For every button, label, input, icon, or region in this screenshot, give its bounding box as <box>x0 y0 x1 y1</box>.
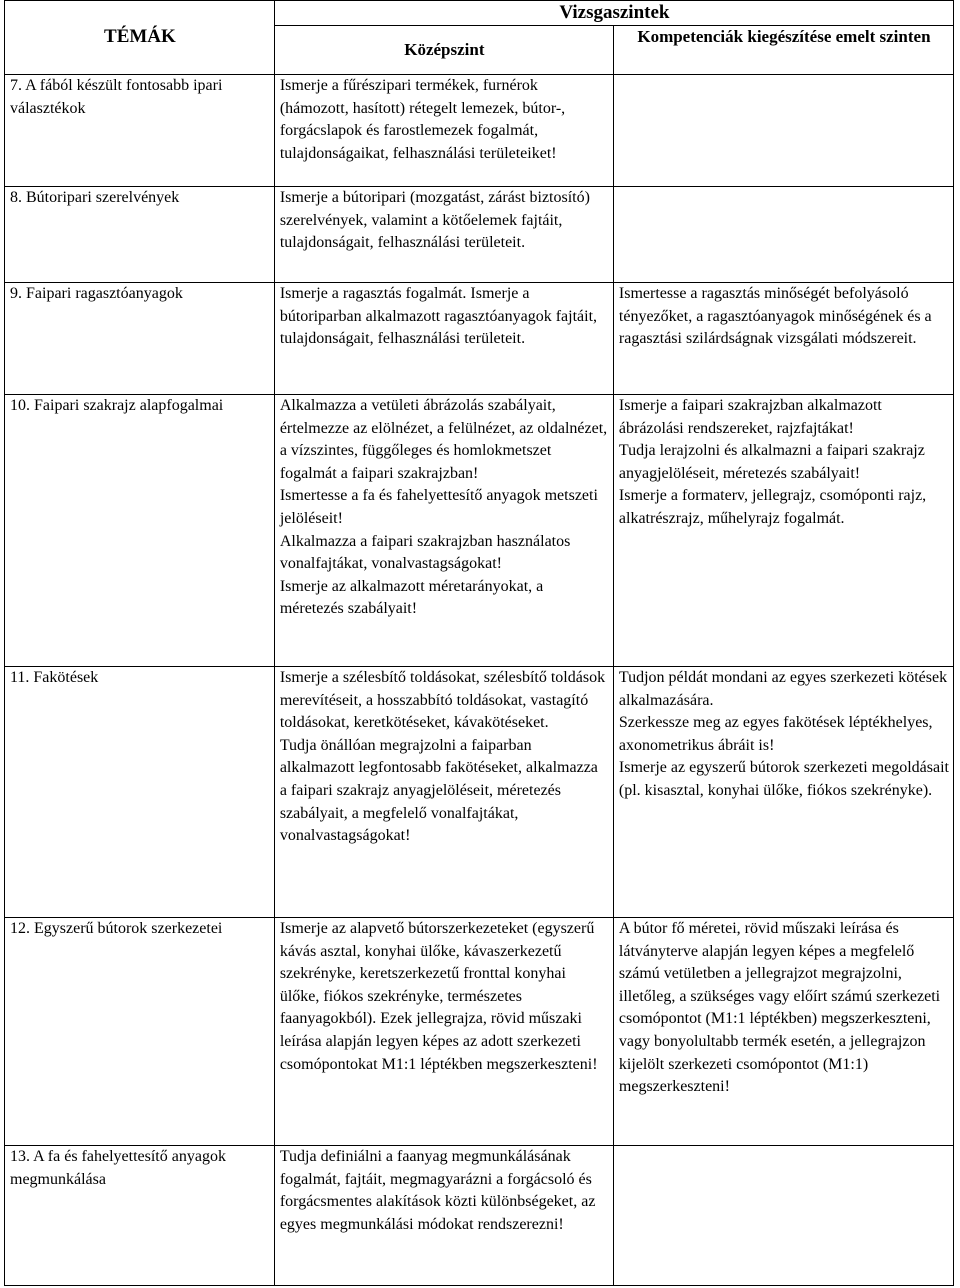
middle-level-cell: Tudja definiálni a faanyag megmunkálásának fogalmát, fajtáit, megmagyarázni a forgácsoló és forgácsmentes alakítások közti különbségeket, az egyes megmunkálási módokat rendszerezni! <box>274 1146 613 1286</box>
advanced-level-cell: Ismerje a faipari szakrajzban alkalmazott ábrázolási rendszereket, rajzfajtákat! Tudja lerajzolni és alkalmazni a faipari szakrajz anyagjelöléseit, méretezés szabályait! Ismerje a formaterv, jellegrajz, csomóponti rajz, alkatrészrajz, műhelyrajz fogalmát. <box>613 395 953 667</box>
table-row <box>5 283 954 395</box>
topic-cell: 7. A fából készült fontosabb ipari választékok <box>5 75 275 187</box>
exam-levels-header: Vizsgaszintek <box>274 1 953 26</box>
middle-level-cell: Ismerje a ragasztás fogalmát. Ismerje a bútoriparban alkalmazott ragasztóanyagok fajtáit, tulajdonságait, felhasználási területeit. <box>274 283 613 395</box>
advanced-level-header: Kompetenciák kiegészítése emelt szinten <box>613 26 953 75</box>
table-row <box>5 187 954 283</box>
table-row <box>5 75 954 187</box>
middle-level-cell: Alkalmazza a vetületi ábrázolás szabályait, értelmezze az elölnézet, a felülnézet, az oldalnézet, a vízszintes, függőleges és homlokmetszet fogalmát a faipari szakrajzban! Ismertesse a fa és fahelyettesítő anyagok metszeti jelöléseit! Alkalmazza a faipari szakrajzban használatos vonalfajtákat, vonalvastagságokat! Ismerje az alkalmazott méretarányokat, a méretezés szabályait! <box>274 395 613 667</box>
table-row <box>5 918 954 1146</box>
header-row-1 <box>5 1 954 26</box>
advanced-level-cell <box>613 1146 953 1286</box>
topics-header: TÉMÁK <box>5 1 275 75</box>
topic-cell: 11. Fakötések <box>5 667 275 918</box>
middle-level-cell: Ismerje a bútoripari (mozgatást, zárást biztosító) szerelvények, valamint a kötőelemek fajtáit, tulajdonságait, felhasználási területeit. <box>274 187 613 283</box>
advanced-level-cell: Tudjon példát mondani az egyes szerkezeti kötések alkalmazására. Szerkessze meg az egyes fakötések léptékhelyes, axonometrikus ábráit is! Ismerje az egyszerű bútorok szerkezeti megoldásait (pl. kisasztal, konyhai ülőke, fiókos szekrényke). <box>613 667 953 918</box>
middle-level-header: Középszint <box>274 26 613 75</box>
advanced-level-cell <box>613 187 953 283</box>
middle-level-cell: Ismerje a szélesbítő toldásokat, szélesbítő toldások merevítéseit, a hosszabbító toldásokat, vastagító toldásokat, keretkötéseket, kávakötéseket. Tudja önállóan megrajzolni a faiparban alkalmazott legfontosabb fakötéseket, alkalmazza a faipari szakrajz anyagjelöléseit, méretezés szabályait, a megfelelő vonalfajtákat, vonalvastagságokat! <box>274 667 613 918</box>
advanced-level-cell: Ismertesse a ragasztás minőségét befolyásoló tényezőket, a ragasztóanyagok minőségének és a ragasztási szilárdságnak vizsgálati módszereit. <box>613 283 953 395</box>
exam-requirements-table <box>4 0 954 1286</box>
table-row <box>5 1146 954 1286</box>
topic-cell: 12. Egyszerű bútorok szerkezetei <box>5 918 275 1146</box>
topic-cell: 13. A fa és fahelyettesítő anyagok megmunkálása <box>5 1146 275 1286</box>
advanced-level-cell <box>613 75 953 187</box>
table-row <box>5 667 954 918</box>
topic-cell: 10. Faipari szakrajz alapfogalmai <box>5 395 275 667</box>
advanced-level-cell: A bútor fő méretei, rövid műszaki leírása és látványterve alapján legyen képes a megfelelő számú vetületben a jellegrajzot megrajzolni, illetőleg, a szükséges vagy előírt számú szerkezeti csomópontot (M1:1 léptékben) megszerkeszteni, vagy bonyolultabb termék esetén, a jellegrajzon kijelölt szerkezeti csomópontot (M1:1) megszerkeszteni! <box>613 918 953 1146</box>
table-row <box>5 395 954 667</box>
topic-cell: 9. Faipari ragasztóanyagok <box>5 283 275 395</box>
middle-level-cell: Ismerje a fűrészipari termékek, furnérok (hámozott, hasított) rétegelt lemezek, bútor-, forgácslapok és farostlemezek fogalmát, tulajdonságaikat, felhasználási területeiket! <box>274 75 613 187</box>
middle-level-cell: Ismerje az alapvető bútorszerkezeteket (egyszerű kávás asztal, konyhai ülőke, kávaszerkezetű szekrényke, keretszerkezetű fronttal konyhai ülőke, fiókos szekrényke, természetes faanyagokból). Ezek jellegrajza, rövid műszaki leírása alapján legyen képes az adott szerkezeti csomópontokat M1:1 léptékben megszerkeszteni! <box>274 918 613 1146</box>
topic-cell: 8. Bútoripari szerelvények <box>5 187 275 283</box>
